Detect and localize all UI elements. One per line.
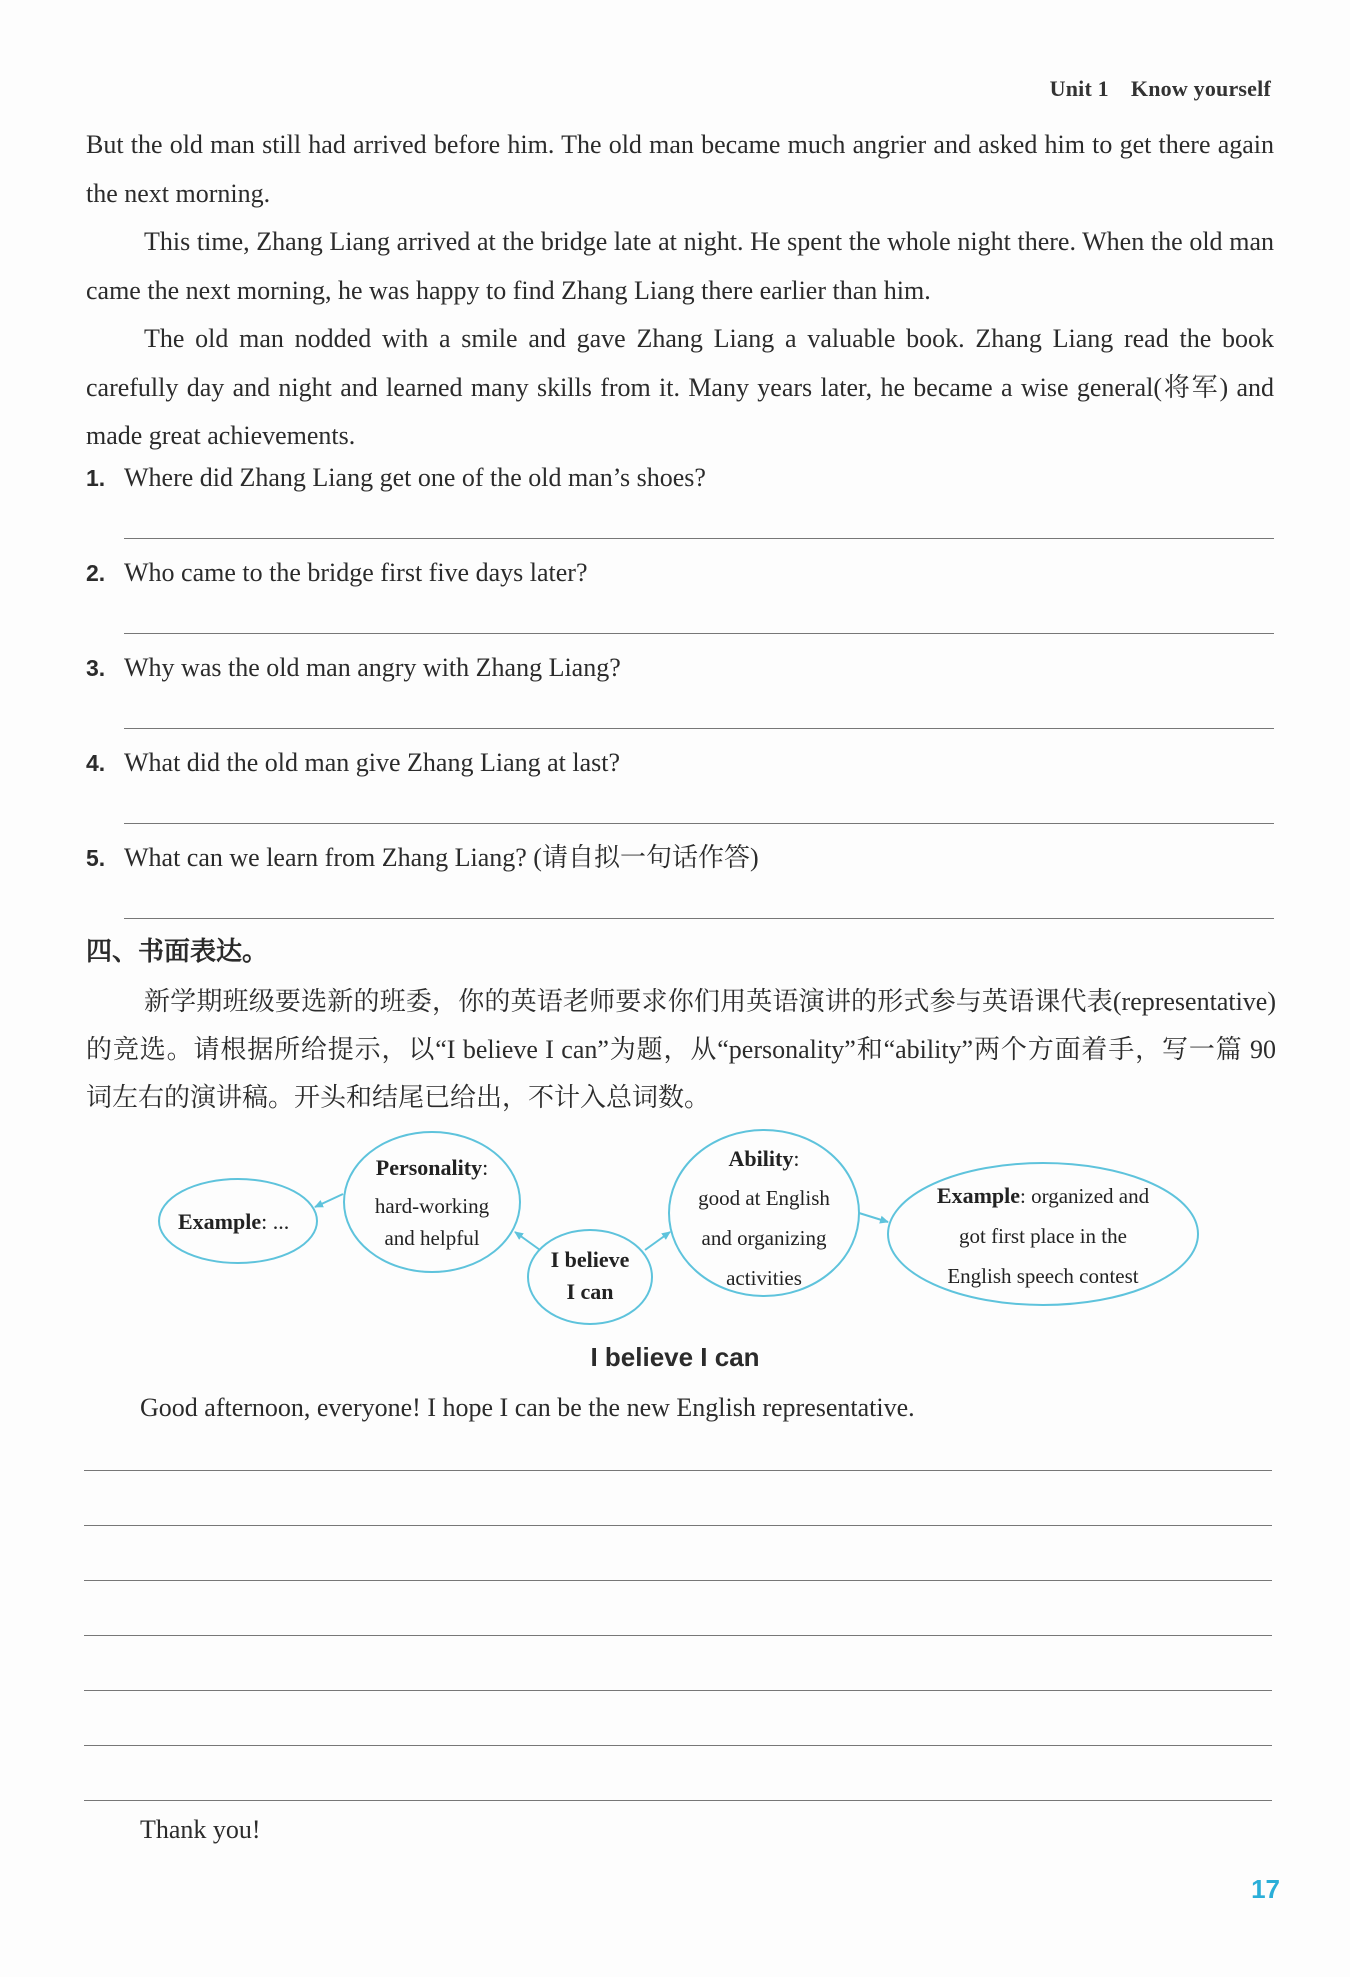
- instructions-text: 新学期班级要选新的班委，你的英语老师要求你们用英语演讲的形式参与英语课代表(representative)的竞选。请根据所给提示，以“I believe I can”为题，从“personality”和“ability”两个方面着手，写一篇 90 词左右的演讲稿。开头和结尾已给出，不计入总词数。: [86, 987, 1276, 1112]
- question-number: 5.: [86, 845, 106, 871]
- section-title: 四、书面表达。: [86, 937, 269, 967]
- personality-label: Personality:: [375, 1155, 489, 1180]
- essay-opening: Good afternoon, everyone! I hope I can be the new English representative.: [140, 1393, 915, 1422]
- question-number: 3.: [86, 655, 106, 681]
- answer-line-2[interactable]: [124, 633, 1274, 634]
- ability-line-3: activities: [726, 1266, 802, 1290]
- arrow-ability-to-example: [859, 1213, 888, 1222]
- ability-line-1: good at English: [698, 1186, 830, 1210]
- question-number: 1.: [86, 465, 106, 491]
- passage-paragraph-3: The old man nodded with a smile and gave Zhang Liang a valuable book. Zhang Liang read the book carefully day and night and learned many skills from it. Many years later, he became a wise general(将军) and made great achievements.: [86, 324, 1274, 450]
- answer-line-1[interactable]: [124, 538, 1274, 539]
- passage-paragraph-1: But the old man still had arrived before him. The old man became much angrier and asked him to get there again the next morning.: [86, 130, 1274, 208]
- example-right-line-1: Example: organized and: [936, 1183, 1150, 1208]
- passage-paragraph-2: This time, Zhang Liang arrived at the bridge late at night. He spent the whole night there. When the old man came the next morning, he was happy to find Zhang Liang there earlier than him.: [86, 227, 1274, 305]
- writing-line-1[interactable]: [84, 1470, 1272, 1471]
- question-text: What did the old man give Zhang Liang at last?: [124, 748, 621, 777]
- question-text: Why was the old man angry with Zhang Liang?: [124, 653, 621, 682]
- question-text: What can we learn from Zhang Liang? (请自拟一句话作答): [124, 843, 759, 872]
- writing-line-7[interactable]: [84, 1800, 1272, 1801]
- page-header: [1050, 76, 1271, 102]
- ability-line-2: and organizing: [701, 1226, 827, 1250]
- example-left-label: Example: [178, 1209, 262, 1234]
- mind-map: [0, 1120, 1350, 1340]
- question-number: 4.: [86, 750, 106, 776]
- writing-line-6[interactable]: [84, 1745, 1272, 1746]
- writing-line-3[interactable]: [84, 1580, 1272, 1581]
- question-3: [86, 648, 1274, 688]
- question-2: [86, 553, 1274, 593]
- example-left-dots: : ...: [261, 1209, 290, 1234]
- answer-line-3[interactable]: [124, 728, 1274, 729]
- center-bubble: [528, 1230, 652, 1324]
- question-text: Where did Zhang Liang get one of the old man’s shoes?: [124, 463, 706, 492]
- center-line-2: I can: [566, 1279, 614, 1304]
- question-1: [86, 458, 1274, 498]
- writing-line-5[interactable]: [84, 1690, 1272, 1691]
- writing-line-2[interactable]: [84, 1525, 1272, 1526]
- writing-instructions: [86, 978, 1276, 1122]
- arrow-center-to-ability: [645, 1232, 670, 1250]
- unit-title: Know yourself: [1130, 76, 1271, 101]
- personality-line-2: and helpful: [384, 1226, 480, 1250]
- essay-title: I believe I can: [590, 1342, 760, 1372]
- unit-label: Unit 1: [1049, 76, 1109, 101]
- example-right-line-3: English speech contest: [947, 1264, 1139, 1288]
- arrow-personality-to-example: [315, 1194, 343, 1207]
- page-number: 17: [1251, 1874, 1280, 1904]
- example-left-text: [178, 1209, 289, 1234]
- answer-line-5[interactable]: [124, 918, 1274, 919]
- personality-line-1: hard-working: [374, 1194, 490, 1218]
- reading-passage: [86, 121, 1274, 461]
- question-4: [86, 743, 1274, 783]
- example-right-line-2: got first place in the: [959, 1224, 1127, 1248]
- essay-closing: Thank you!: [140, 1815, 261, 1844]
- arrow-center-to-personality: [515, 1232, 540, 1250]
- question-5: [86, 838, 1274, 878]
- answer-line-4[interactable]: [124, 823, 1274, 824]
- question-number: 2.: [86, 560, 106, 586]
- ability-label: Ability:: [728, 1146, 800, 1171]
- center-line-1: I believe: [550, 1247, 630, 1272]
- writing-line-4[interactable]: [84, 1635, 1272, 1636]
- question-text: Who came to the bridge first five days later?: [124, 558, 588, 587]
